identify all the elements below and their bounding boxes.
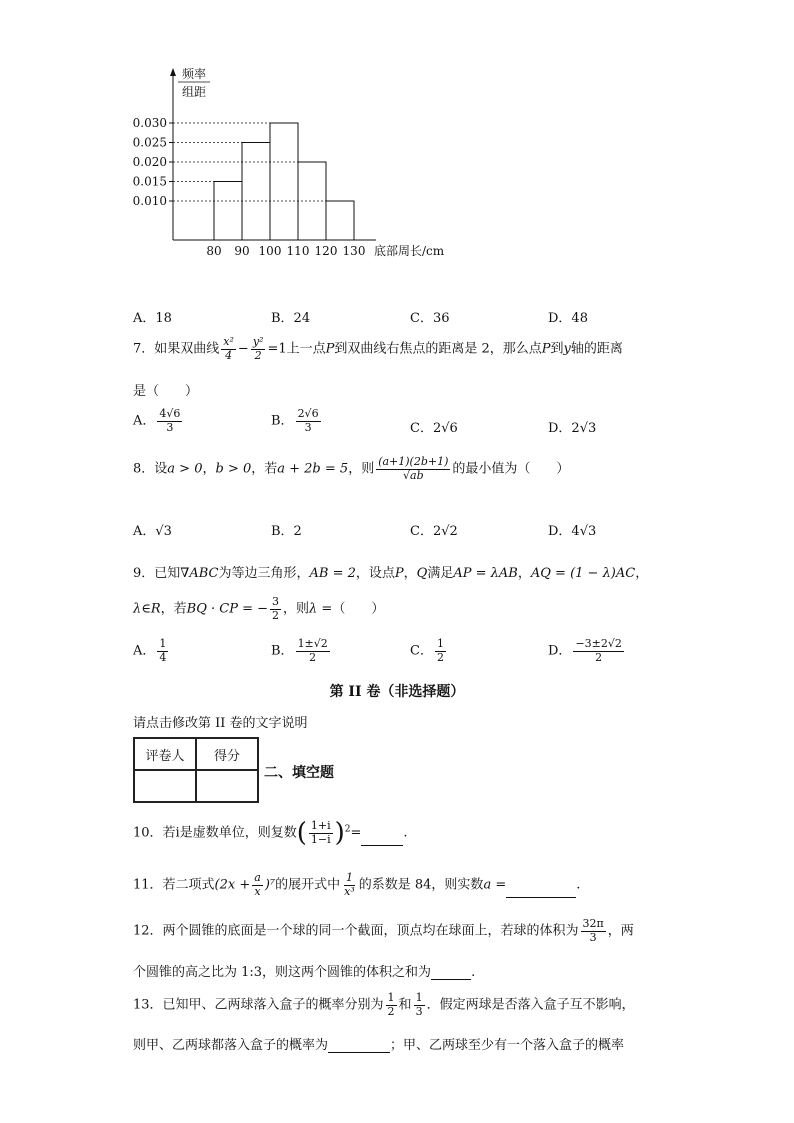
q8-option-a[interactable]: A．√3	[133, 524, 172, 539]
q7-option-d[interactable]: D．2√3	[548, 421, 597, 436]
q13-answer-blank-1[interactable]	[328, 1052, 390, 1053]
histogram-bar-80-90	[214, 182, 242, 241]
q12-answer-blank[interactable]	[431, 979, 471, 980]
y-tick-label: 0.010	[132, 194, 167, 208]
q9-option-d[interactable]: D． $\frac{-3\pm 2√2}{2}$	[548, 637, 622, 664]
score-table-header-grader: 评卷人	[134, 738, 196, 770]
question-11: 11．若二项式(2x + $\frac{a}{x}$ )⁷的展开式中 $\frac{1}{\text{x³}}$ 的系数是 84，则实数a = .	[133, 871, 581, 898]
x-tick-label: 80	[206, 244, 222, 258]
x-tick-label: 100	[258, 244, 282, 258]
q6-option-d[interactable]: D．48	[548, 311, 588, 326]
q7-fraction-x: $\frac{\text{x²}}{4}$	[223, 335, 234, 362]
q6-option-c[interactable]: C．36	[410, 311, 450, 326]
q7-option-c[interactable]: C．2√6	[410, 421, 458, 436]
histogram-bar-100-110	[270, 123, 298, 240]
y-tick-label: 0.030	[132, 116, 167, 130]
y-axis-label-top: 频率	[182, 67, 207, 81]
score-table-cell-grader[interactable]	[134, 770, 196, 802]
x-axis-label: 底部周长/cm	[374, 244, 445, 258]
q9-option-a[interactable]: A． $\frac{1}{4}$	[133, 637, 167, 664]
q7-option-a[interactable]: A． $\frac{4√6}{3}$	[133, 407, 181, 434]
question-13-line-2: 则甲、乙两球都落入盒子的概率为 ；甲、乙两球至少有一个落入盒子的概率	[133, 1038, 625, 1053]
question-7-line-1: 7．如果双曲线 $\frac{\text{x²}}{4}$ − $\frac{\text{y²}}{2}$ =1上一点P到双曲线右焦点的距离是 2，那么点P到y轴的距离	[133, 335, 623, 362]
question-8: 8．设a > 0，b > 0，若a + 2b = 5，则 $\frac{(a+1)(2b+1)}{√ab}$ 的最小值为（ ）	[133, 455, 570, 482]
score-table-cell-score[interactable]	[196, 770, 258, 802]
y-tick-label: 0.020	[132, 155, 167, 169]
q6-option-a[interactable]: A．18	[133, 311, 172, 326]
frequency-histogram	[120, 60, 480, 265]
score-table-header-score: 得分	[196, 738, 258, 770]
q9-option-c[interactable]: C． $\frac{1}{2}$	[410, 637, 444, 664]
q8-option-c[interactable]: C．2√2	[410, 524, 458, 539]
question-12-line-2: 个圆锥的高之比为 1:3，则这两个圆锥的体积之和为 .	[133, 965, 476, 980]
y-tick-label: 0.025	[132, 135, 167, 150]
q10-answer-blank[interactable]	[361, 845, 403, 846]
q6-option-b[interactable]: B．24	[271, 311, 311, 326]
x-tick-label: 110	[286, 244, 310, 258]
question-10: 10．若i是虚数单位，则复数( $\frac{1+i}{1-i}$ )$^2$= .	[133, 818, 408, 849]
q8-fraction: $\frac{(a+1)(2b+1)}{√ab}$	[378, 455, 449, 482]
question-9-line-1: 9．已知∇ABC为等边三角形，AB = 2，设点P，Q满足AP = λAB，AQ = (1 − λ)AC，	[133, 566, 649, 581]
histogram-bar-120-130	[326, 201, 354, 240]
question-9-line-2: λ∈R，若BQ · CP = − $\frac{3}{2}$ ，则λ =（ ）	[133, 595, 385, 622]
q8-option-d[interactable]: D．4√3	[548, 524, 597, 539]
histogram-bar-90-100	[242, 143, 270, 241]
question-7-line-2: 是（ ）	[133, 384, 199, 399]
q7-fraction-y: $\frac{\text{y²}}{2}$	[252, 335, 264, 362]
q7-option-b[interactable]: B． $\frac{2√6}{3}$	[271, 407, 319, 434]
x-tick-label: 90	[234, 244, 250, 258]
q11-answer-blank[interactable]	[506, 897, 576, 898]
question-12-line-1: 12．两个圆锥的底面是一个球的同一个截面，顶点均在球面上，若球的体积为 $\frac{32\pi}{3}$ ，两	[133, 917, 634, 944]
section-2-title: 第 II 卷（非选择题）	[329, 684, 465, 700]
y-axis-arrow	[170, 68, 176, 76]
score-table	[133, 737, 259, 803]
question-13-line-1: 13．已知甲、乙两球落入盒子的概率分别为 $\frac{1}{2}$ 和 $\frac{1}{3}$ ．假定两球是否落入盒子互不影响，	[133, 991, 635, 1018]
x-tick-label: 120	[314, 244, 338, 258]
y-tick-label: 0.015	[132, 174, 167, 189]
x-tick-label: 130	[342, 244, 366, 258]
section-2-note[interactable]: 请点击修改第 II 卷的文字说明	[133, 716, 308, 731]
y-axis-label-bottom: 组距	[182, 85, 207, 99]
fill-in-heading: 二、填空题	[264, 765, 334, 781]
q8-option-b[interactable]: B．2	[271, 524, 302, 539]
q9-option-b[interactable]: B． $\frac{1\pm√2}{2}$	[271, 637, 328, 664]
